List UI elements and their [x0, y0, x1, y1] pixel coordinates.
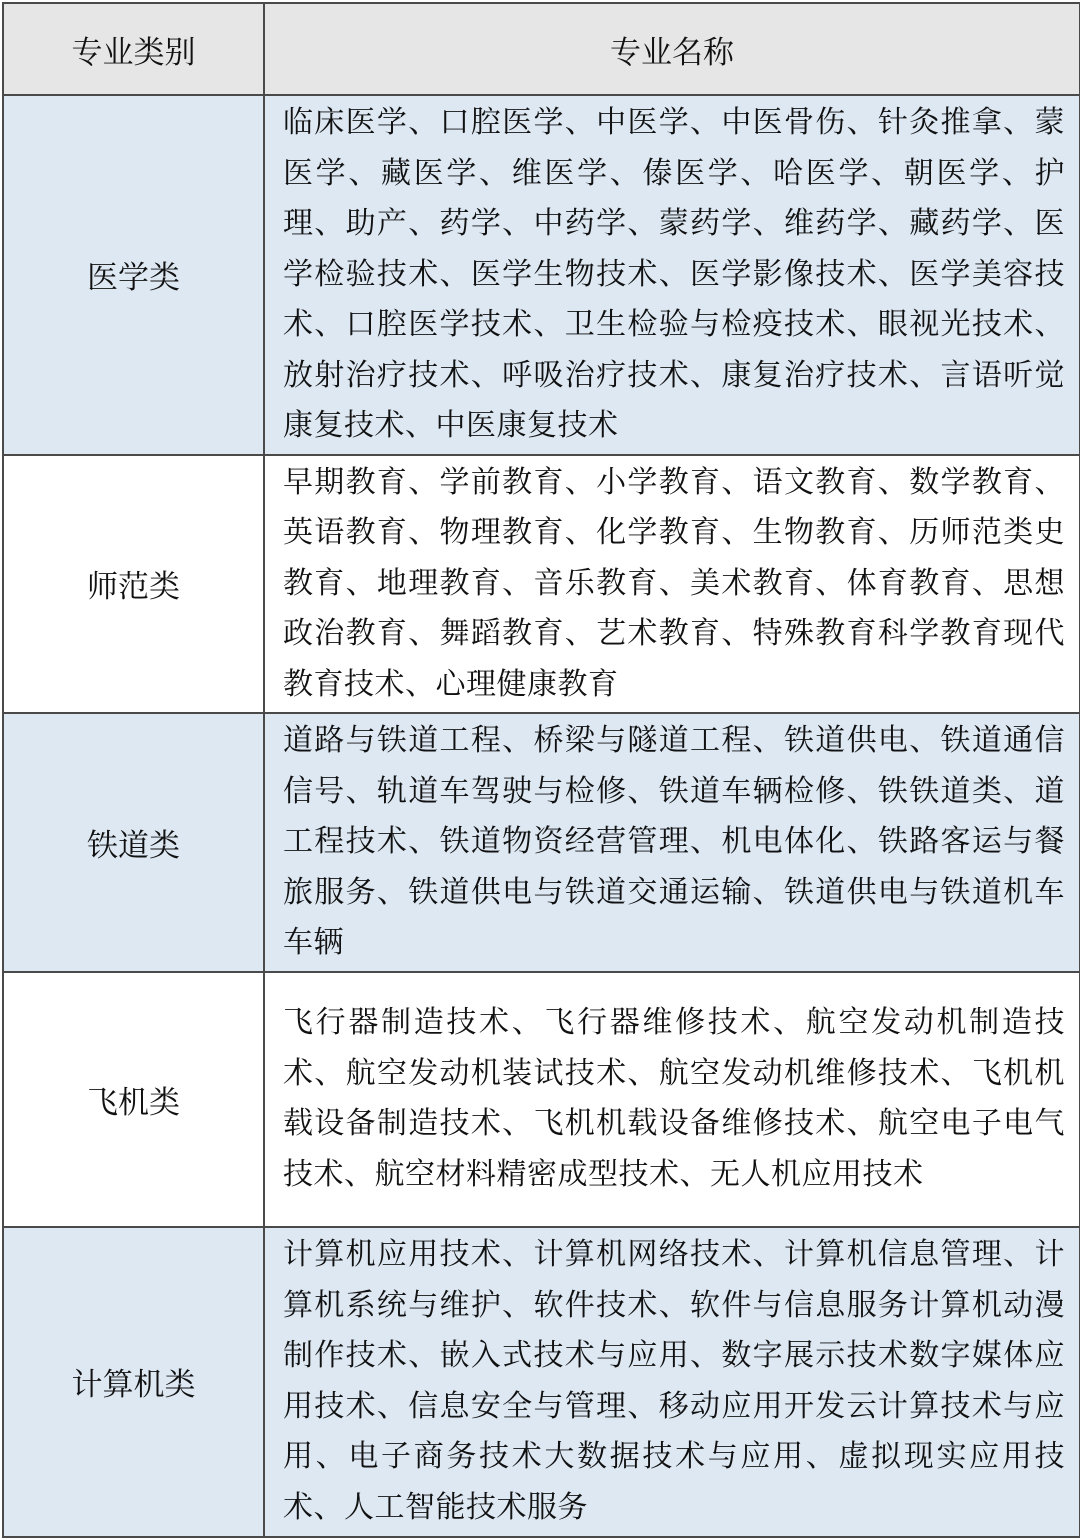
table-row-aircraft: [3, 972, 1080, 1227]
category-cell: 师范类: [3, 455, 264, 714]
table-header: [3, 3, 1080, 95]
table-row-education: [3, 455, 1080, 714]
header-category: 专业类别: [3, 3, 264, 95]
header-row: [3, 3, 1080, 95]
majors-cell: 计算机应用技术、计算机网络技术、计算机信息管理、计算机系统与维护、软件技术、软件与信息服务计算机动漫制作技术、嵌入式技术与应用、数字展示技术数字媒体应用技术、信息安全与管理、移动应用开发云计算技术与应用、电子商务技术大数据技术与应用、虚拟现实应用技术、人工智能技术服务: [264, 1227, 1080, 1537]
table-row-railway: [3, 713, 1080, 972]
majors-table: [2, 2, 1080, 1538]
majors-cell: 飞行器制造技术、飞行器维修技术、航空发动机制造技术、航空发动机装试技术、航空发动机维修技术、飞机机载设备制造技术、飞机机载设备维修技术、航空电子电气技术、航空材料精密成型技术、无人机应用技术: [264, 972, 1080, 1227]
majors-cell: 临床医学、口腔医学、中医学、中医骨伤、针灸推拿、蒙医学、藏医学、维医学、傣医学、哈医学、朝医学、护理、助产、药学、中药学、蒙药学、维药学、藏药学、医学检验技术、医学生物技术、医学影像技术、医学美容技术、口腔医学技术、卫生检验与检疫技术、眼视光技术、放射治疗技术、呼吸治疗技术、康复治疗技术、言语听觉康复技术、中医康复技术: [264, 95, 1080, 455]
table-row-medicine: [3, 95, 1080, 455]
majors-cell: 早期教育、学前教育、小学教育、语文教育、数学教育、英语教育、物理教育、化学教育、生物教育、历师范类史教育、地理教育、音乐教育、美术教育、体育教育、思想政治教育、舞蹈教育、艺术教育、特殊教育科学教育现代教育技术、心理健康教育: [264, 455, 1080, 714]
header-majors: 专业名称: [264, 3, 1080, 95]
category-cell: 铁道类: [3, 713, 264, 972]
category-cell: 计算机类: [3, 1227, 264, 1537]
majors-cell: 道路与铁道工程、桥梁与隧道工程、铁道供电、铁道通信信号、轨道车驾驶与检修、铁道车辆检修、铁铁道类、道工程技术、铁道物资经营管理、机电体化、铁路客运与餐旅服务、铁道供电与铁道交通运输、铁道供电与铁道机车车辆: [264, 713, 1080, 972]
table-row-computer: [3, 1227, 1080, 1537]
table-body: [3, 95, 1080, 1537]
category-cell: 飞机类: [3, 972, 264, 1227]
category-cell: 医学类: [3, 95, 264, 455]
